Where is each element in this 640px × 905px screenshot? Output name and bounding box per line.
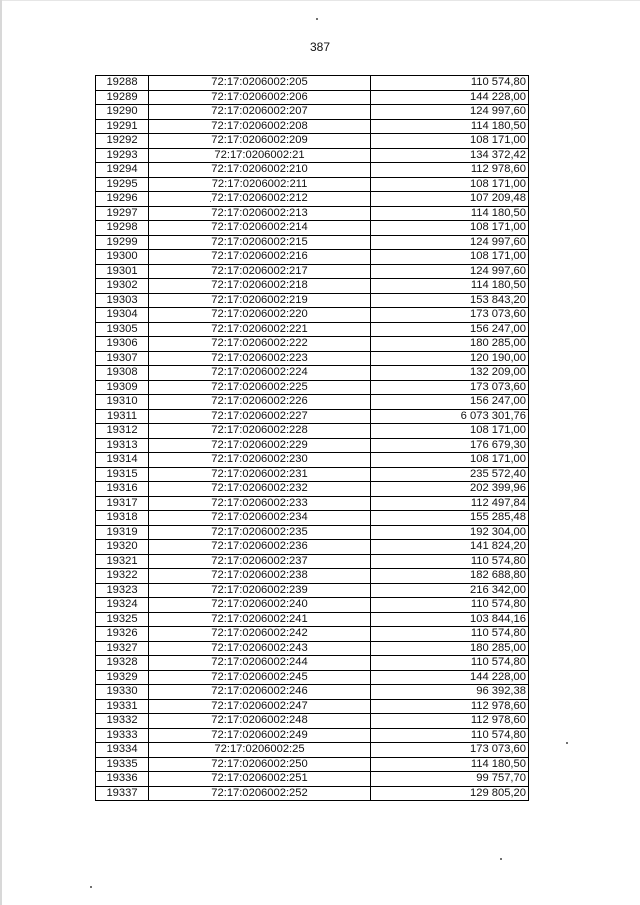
cadastral-number: 72:17:0206002:242 xyxy=(149,627,371,642)
table-row xyxy=(96,163,529,178)
cadastral-value: 192 304,00 xyxy=(371,525,529,540)
row-number: 19332 xyxy=(96,714,149,729)
table-row xyxy=(96,105,529,120)
scan-speck xyxy=(210,201,211,202)
table-row xyxy=(96,351,529,366)
cadastral-number: 72:17:0206002:232 xyxy=(149,482,371,497)
table-row xyxy=(96,395,529,410)
cadastral-number: 72:17:0206002:250 xyxy=(149,757,371,772)
cadastral-number: 72:17:0206002:206 xyxy=(149,90,371,105)
row-number: 19289 xyxy=(96,90,149,105)
cadastral-value: 114 180,50 xyxy=(371,119,529,134)
row-number: 19331 xyxy=(96,699,149,714)
table-row xyxy=(96,786,529,801)
cadastral-value-table xyxy=(95,75,529,801)
row-number: 19327 xyxy=(96,641,149,656)
table-row xyxy=(96,641,529,656)
table-row xyxy=(96,757,529,772)
table-row xyxy=(96,221,529,236)
cadastral-number: 72:17:0206002:25 xyxy=(149,743,371,758)
cadastral-number: 72:17:0206002:208 xyxy=(149,119,371,134)
cadastral-value: 173 073,60 xyxy=(371,380,529,395)
cadastral-number: 72:17:0206002:236 xyxy=(149,540,371,555)
row-number: 19307 xyxy=(96,351,149,366)
cadastral-number: 72:17:0206002:210 xyxy=(149,163,371,178)
table-row xyxy=(96,656,529,671)
cadastral-number: 72:17:0206002:235 xyxy=(149,525,371,540)
cadastral-value: 114 180,50 xyxy=(371,757,529,772)
cadastral-value: 110 574,80 xyxy=(371,598,529,613)
cadastral-number: 72:17:0206002:231 xyxy=(149,467,371,482)
table-row xyxy=(96,583,529,598)
cadastral-number: 72:17:0206002:218 xyxy=(149,279,371,294)
cadastral-number: 72:17:0206002:245 xyxy=(149,670,371,685)
row-number: 19308 xyxy=(96,366,149,381)
table-row xyxy=(96,76,529,91)
table-row xyxy=(96,627,529,642)
table-row xyxy=(96,699,529,714)
cadastral-value: 110 574,80 xyxy=(371,656,529,671)
cadastral-number: 72:17:0206002:215 xyxy=(149,235,371,250)
table-row xyxy=(96,685,529,700)
row-number: 19326 xyxy=(96,627,149,642)
row-number: 19319 xyxy=(96,525,149,540)
cadastral-value: 112 978,60 xyxy=(371,699,529,714)
cadastral-value: 124 997,60 xyxy=(371,264,529,279)
table-row xyxy=(96,322,529,337)
cadastral-value: 144 228,00 xyxy=(371,90,529,105)
table-body xyxy=(96,76,529,801)
cadastral-number: 72:17:0206002:237 xyxy=(149,554,371,569)
cadastral-number: 72:17:0206002:227 xyxy=(149,409,371,424)
table-row xyxy=(96,380,529,395)
cadastral-number: 72:17:0206002:217 xyxy=(149,264,371,279)
row-number: 19315 xyxy=(96,467,149,482)
cadastral-number: 72:17:0206002:240 xyxy=(149,598,371,613)
row-number: 19288 xyxy=(96,76,149,91)
cadastral-number: 72:17:0206002:247 xyxy=(149,699,371,714)
cadastral-number: 72:17:0206002:226 xyxy=(149,395,371,410)
row-number: 19299 xyxy=(96,235,149,250)
cadastral-number: 72:17:0206002:209 xyxy=(149,134,371,149)
cadastral-value: 108 171,00 xyxy=(371,134,529,149)
row-number: 19291 xyxy=(96,119,149,134)
cadastral-number: 72:17:0206002:21 xyxy=(149,148,371,163)
cadastral-value: 103 844,16 xyxy=(371,612,529,627)
cadastral-value: 216 342,00 xyxy=(371,583,529,598)
cadastral-number: 72:17:0206002:251 xyxy=(149,772,371,787)
row-number: 19328 xyxy=(96,656,149,671)
cadastral-value: 110 574,80 xyxy=(371,728,529,743)
cadastral-value: 99 757,70 xyxy=(371,772,529,787)
table-row xyxy=(96,540,529,555)
table-row xyxy=(96,134,529,149)
cadastral-number: 72:17:0206002:233 xyxy=(149,496,371,511)
table-row xyxy=(96,308,529,323)
row-number: 19305 xyxy=(96,322,149,337)
cadastral-value: 114 180,50 xyxy=(371,206,529,221)
cadastral-value: 112 978,60 xyxy=(371,163,529,178)
scan-speck xyxy=(500,858,502,860)
table-row xyxy=(96,264,529,279)
row-number: 19290 xyxy=(96,105,149,120)
cadastral-number: 72:17:0206002:249 xyxy=(149,728,371,743)
cadastral-value: 132 209,00 xyxy=(371,366,529,381)
cadastral-number: 72:17:0206002:225 xyxy=(149,380,371,395)
table-row xyxy=(96,525,529,540)
row-number: 19325 xyxy=(96,612,149,627)
cadastral-value: 153 843,20 xyxy=(371,293,529,308)
table-row xyxy=(96,424,529,439)
cadastral-value: 108 171,00 xyxy=(371,221,529,236)
cadastral-value: 6 073 301,76 xyxy=(371,409,529,424)
table-row xyxy=(96,409,529,424)
table-row xyxy=(96,670,529,685)
table-row xyxy=(96,119,529,134)
row-number: 19297 xyxy=(96,206,149,221)
cadastral-number: 72:17:0206002:219 xyxy=(149,293,371,308)
table-row xyxy=(96,235,529,250)
table-row xyxy=(96,177,529,192)
row-number: 19333 xyxy=(96,728,149,743)
cadastral-number: 72:17:0206002:246 xyxy=(149,685,371,700)
cadastral-number: 72:17:0206002:221 xyxy=(149,322,371,337)
cadastral-number: 72:17:0206002:212 xyxy=(149,192,371,207)
cadastral-number: 72:17:0206002:244 xyxy=(149,656,371,671)
row-number: 19296 xyxy=(96,192,149,207)
table-row xyxy=(96,728,529,743)
row-number: 19330 xyxy=(96,685,149,700)
row-number: 19302 xyxy=(96,279,149,294)
cadastral-number: 72:17:0206002:239 xyxy=(149,583,371,598)
cadastral-value: 124 997,60 xyxy=(371,235,529,250)
cadastral-number: 72:17:0206002:229 xyxy=(149,438,371,453)
table-row xyxy=(96,438,529,453)
cadastral-value: 120 190,00 xyxy=(371,351,529,366)
scan-speck xyxy=(566,742,568,744)
cadastral-number: 72:17:0206002:241 xyxy=(149,612,371,627)
cadastral-value: 156 247,00 xyxy=(371,322,529,337)
cadastral-number: 72:17:0206002:205 xyxy=(149,76,371,91)
cadastral-value: 108 171,00 xyxy=(371,424,529,439)
row-number: 19298 xyxy=(96,221,149,236)
table-row xyxy=(96,612,529,627)
cadastral-value: 96 392,38 xyxy=(371,685,529,700)
cadastral-value: 110 574,80 xyxy=(371,627,529,642)
row-number: 19294 xyxy=(96,163,149,178)
table-row xyxy=(96,511,529,526)
cadastral-value: 180 285,00 xyxy=(371,337,529,352)
row-number: 19335 xyxy=(96,757,149,772)
scan-top-edge xyxy=(0,0,640,1)
row-number: 19303 xyxy=(96,293,149,308)
table-row xyxy=(96,743,529,758)
cadastral-number: 72:17:0206002:252 xyxy=(149,786,371,801)
table-row xyxy=(96,714,529,729)
scan-speck xyxy=(316,18,318,20)
cadastral-value: 108 171,00 xyxy=(371,453,529,468)
row-number: 19309 xyxy=(96,380,149,395)
page-number: 387 xyxy=(309,40,331,54)
row-number: 19336 xyxy=(96,772,149,787)
table-row xyxy=(96,337,529,352)
cadastral-value: 180 285,00 xyxy=(371,641,529,656)
cadastral-value: 110 574,80 xyxy=(371,554,529,569)
table-row xyxy=(96,192,529,207)
row-number: 19295 xyxy=(96,177,149,192)
cadastral-value: 110 574,80 xyxy=(371,76,529,91)
table-row xyxy=(96,496,529,511)
cadastral-value: 176 679,30 xyxy=(371,438,529,453)
table-row xyxy=(96,554,529,569)
cadastral-value: 129 805,20 xyxy=(371,786,529,801)
row-number: 19324 xyxy=(96,598,149,613)
cadastral-number: 72:17:0206002:223 xyxy=(149,351,371,366)
cadastral-number: 72:17:0206002:214 xyxy=(149,221,371,236)
cadastral-number: 72:17:0206002:220 xyxy=(149,308,371,323)
cadastral-value: 156 247,00 xyxy=(371,395,529,410)
cadastral-value: 155 285,48 xyxy=(371,511,529,526)
cadastral-value: 173 073,60 xyxy=(371,743,529,758)
cadastral-number: 72:17:0206002:224 xyxy=(149,366,371,381)
table-row xyxy=(96,467,529,482)
table-row xyxy=(96,366,529,381)
row-number: 19334 xyxy=(96,743,149,758)
cadastral-value: 124 997,60 xyxy=(371,105,529,120)
row-number: 19337 xyxy=(96,786,149,801)
table-row xyxy=(96,598,529,613)
row-number: 19329 xyxy=(96,670,149,685)
row-number: 19320 xyxy=(96,540,149,555)
table-row xyxy=(96,206,529,221)
table-row xyxy=(96,772,529,787)
cadastral-value: 134 372,42 xyxy=(371,148,529,163)
row-number: 19312 xyxy=(96,424,149,439)
table-row xyxy=(96,279,529,294)
row-number: 19301 xyxy=(96,264,149,279)
cadastral-value: 144 228,00 xyxy=(371,670,529,685)
scan-left-edge xyxy=(0,0,2,905)
cadastral-number: 72:17:0206002:230 xyxy=(149,453,371,468)
row-number: 19321 xyxy=(96,554,149,569)
cadastral-number: 72:17:0206002:213 xyxy=(149,206,371,221)
cadastral-value: 108 171,00 xyxy=(371,250,529,265)
cadastral-value: 107 209,48 xyxy=(371,192,529,207)
cadastral-number: 72:17:0206002:228 xyxy=(149,424,371,439)
table-row xyxy=(96,250,529,265)
row-number: 19304 xyxy=(96,308,149,323)
table-row xyxy=(96,293,529,308)
table-row xyxy=(96,482,529,497)
cadastral-value: 202 399,96 xyxy=(371,482,529,497)
row-number: 19314 xyxy=(96,453,149,468)
cadastral-number: 72:17:0206002:222 xyxy=(149,337,371,352)
row-number: 19293 xyxy=(96,148,149,163)
cadastral-value: 114 180,50 xyxy=(371,279,529,294)
cadastral-value: 173 073,60 xyxy=(371,308,529,323)
cadastral-value: 235 572,40 xyxy=(371,467,529,482)
cadastral-value: 182 688,80 xyxy=(371,569,529,584)
row-number: 19310 xyxy=(96,395,149,410)
cadastral-number: 72:17:0206002:234 xyxy=(149,511,371,526)
row-number: 19311 xyxy=(96,409,149,424)
cadastral-value: 112 497,84 xyxy=(371,496,529,511)
cadastral-value: 108 171,00 xyxy=(371,177,529,192)
cadastral-number: 72:17:0206002:216 xyxy=(149,250,371,265)
cadastral-number: 72:17:0206002:211 xyxy=(149,177,371,192)
cadastral-number: 72:17:0206002:207 xyxy=(149,105,371,120)
cadastral-value: 112 978,60 xyxy=(371,714,529,729)
row-number: 19318 xyxy=(96,511,149,526)
scan-speck xyxy=(90,886,92,888)
table-row xyxy=(96,148,529,163)
cadastral-number: 72:17:0206002:248 xyxy=(149,714,371,729)
row-number: 19300 xyxy=(96,250,149,265)
cadastral-number: 72:17:0206002:243 xyxy=(149,641,371,656)
table-row xyxy=(96,90,529,105)
row-number: 19323 xyxy=(96,583,149,598)
row-number: 19306 xyxy=(96,337,149,352)
row-number: 19316 xyxy=(96,482,149,497)
cadastral-value: 141 824,20 xyxy=(371,540,529,555)
cadastral-number: 72:17:0206002:238 xyxy=(149,569,371,584)
table-row xyxy=(96,569,529,584)
row-number: 19292 xyxy=(96,134,149,149)
row-number: 19317 xyxy=(96,496,149,511)
table-row xyxy=(96,453,529,468)
row-number: 19322 xyxy=(96,569,149,584)
row-number: 19313 xyxy=(96,438,149,453)
